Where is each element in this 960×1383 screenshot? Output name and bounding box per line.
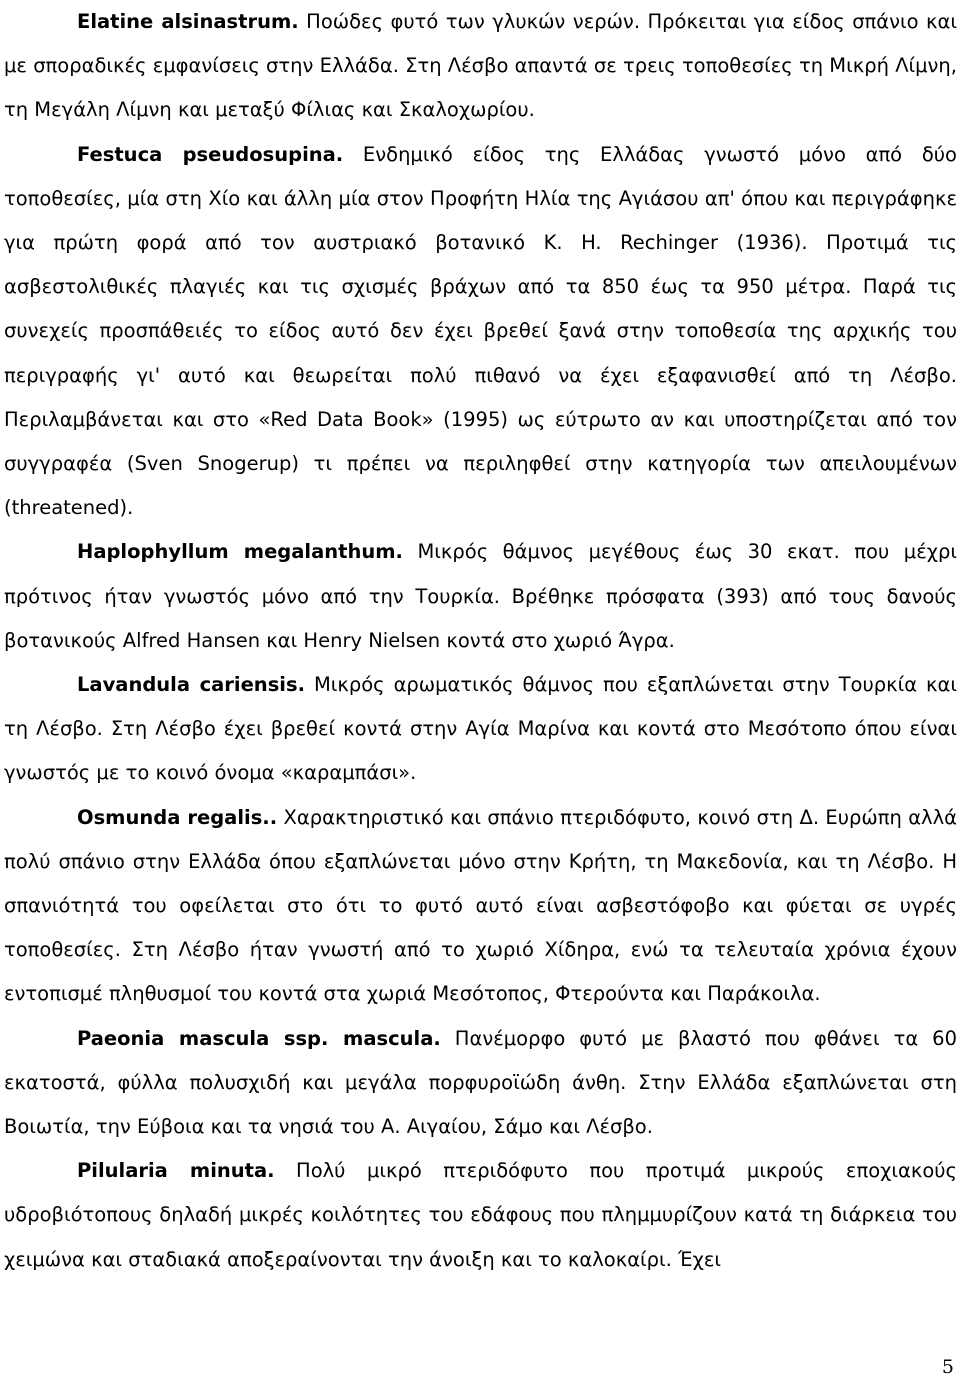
species-description: Πολύ μικρό πτεριδόφυτο που προτιμά μικρούς εποχιακούς υδροβιότοπους δηλαδή μικρές κοιλότητες του εδάφους που πλημμυρίζουν κατά τη διάρκεια του χειμώνα και σταδιακά αποξεραίνονται την άνοιξη και το καλοκαίρι. Έχει: [4, 1159, 958, 1271]
species-entry-lavandula: [4, 663, 957, 796]
species-description: Ενδημικό είδος της Ελλάδας γνωστό μόνο από δύο τοποθεσίες, μία στη Χίο και άλλη μία στον Προφήτη Ηλία της Αγιάσου απ' όπου και περιγράφηκε για πρώτη φορά από τον αυστριακό βοτανικό K. H. Rechinger (1936). Προτιμά τις ασβεστολιθικές πλαγιές και τις σχισμές βράχων από τα 850 έως τα 950 μέτρα. Παρά τις συνεχείς προσπάθειές το είδος αυτό δεν έχει βρεθεί ξανά στην τοποθεσία της αρχικής του περιγραφής γι' αυτό και θεωρείται πολύ πιθανό να έχει εξαφανισθεί από τη Λέσβο. Περιλαμβάνεται και στο «Red Data Book» (1995) ως εύτρωτο αν και υποστηρίζεται από τον συγγραφέα (Sven Snogerup) τι πρέπει να περιληφθεί στην κατηγορία των απειλουμένων (threatened).: [4, 142, 957, 520]
document-page: [4, 0, 957, 1282]
species-entry-osmunda: [4, 796, 957, 1017]
species-description: Χαρακτηριστικό και σπάνιο πτεριδόφυτο, κοινό στη Δ. Ευρώπη αλλά πολύ σπάνιο στην Ελλάδα όπου εξαπλώνεται μόνο στην Κρήτη, τη Μακεδονία, και τη Λέσβο. Η σπανιότητά του οφείλεται στο ότι το φυτό αυτό είναι ασβεστόφοβο και φύεται σε υγρές τοποθεσίες. Στη Λέσβο ήταν γνωστή από το χωριό Χίδηρα, ενώ τα τελευταία χρόνια έχουν εντοπισμέ πληθυσμοί του κοντά στα χωριά Μεσότοπος, Φτερούντα και Παράκοιλα.: [4, 805, 957, 1006]
species-name: Lavandula cariensis.: [77, 673, 305, 697]
species-name: Paeonia mascula ssp. mascula.: [77, 1026, 441, 1050]
species-name: Osmunda regalis..: [77, 805, 278, 829]
species-entry-festuca: [4, 133, 957, 531]
species-entry-paeonia: [4, 1017, 957, 1150]
species-name: Festuca pseudosupina.: [77, 142, 344, 166]
page-number: 5: [941, 1356, 954, 1378]
species-entry-elatine: [4, 0, 957, 133]
species-description: Μικρός αρωματικός θάμνος που εξαπλώνεται στην Τουρκία και τη Λέσβο. Στη Λέσβο έχει βρεθεί κοντά στην Αγία Μαρίνα και κοντά στο Μεσότοπο όπου είναι γνωστός με το κοινό όνομα «καραμπάσι».: [4, 673, 957, 785]
species-name: Haplophyllum megalanthum.: [77, 540, 403, 564]
species-description: Πανέμορφο φυτό με βλαστό που φθάνει τα 60 εκατοστά, φύλλα πολυσχιδή και μεγάλα πορφυροϊώδη άνθη. Στην Ελλάδα εξαπλώνεται στη Βοιωτία, την Εύβοια και τα νησιά του Α. Αιγαίου, Σάμο και Λέσβο.: [4, 1026, 957, 1139]
species-entry-haplophyllum: [4, 530, 957, 663]
species-entry-pilularia: [4, 1149, 957, 1282]
species-description: Μικρός θάμνος μεγέθους έως 30 εκατ. που μέχρι πρότινος ήταν γνωστός μόνο από την Τουρκία. Βρέθηκε πρόσφατα (393) από τους δανούς βοτανικούς Alfred Hansen και Henry Nielsen κοντά στο χωριό Άγρα.: [4, 540, 957, 652]
species-name: Elatine alsinastrum.: [77, 10, 299, 33]
species-name: Pilularia minuta.: [77, 1159, 275, 1183]
species-description: Ποώδες φυτό των γλυκών νερών. Πρόκειται για είδος σπάνιο και με σποραδικές εμφανίσεις στην Ελλάδα. Στη Λέσβο απαντά σε τρεις τοποθεσίες τη Μικρή Λίμνη, τη Μεγάλη Λίμνη και μεταξύ Φίλιας και Σκαλοχωρίου.: [4, 10, 957, 122]
